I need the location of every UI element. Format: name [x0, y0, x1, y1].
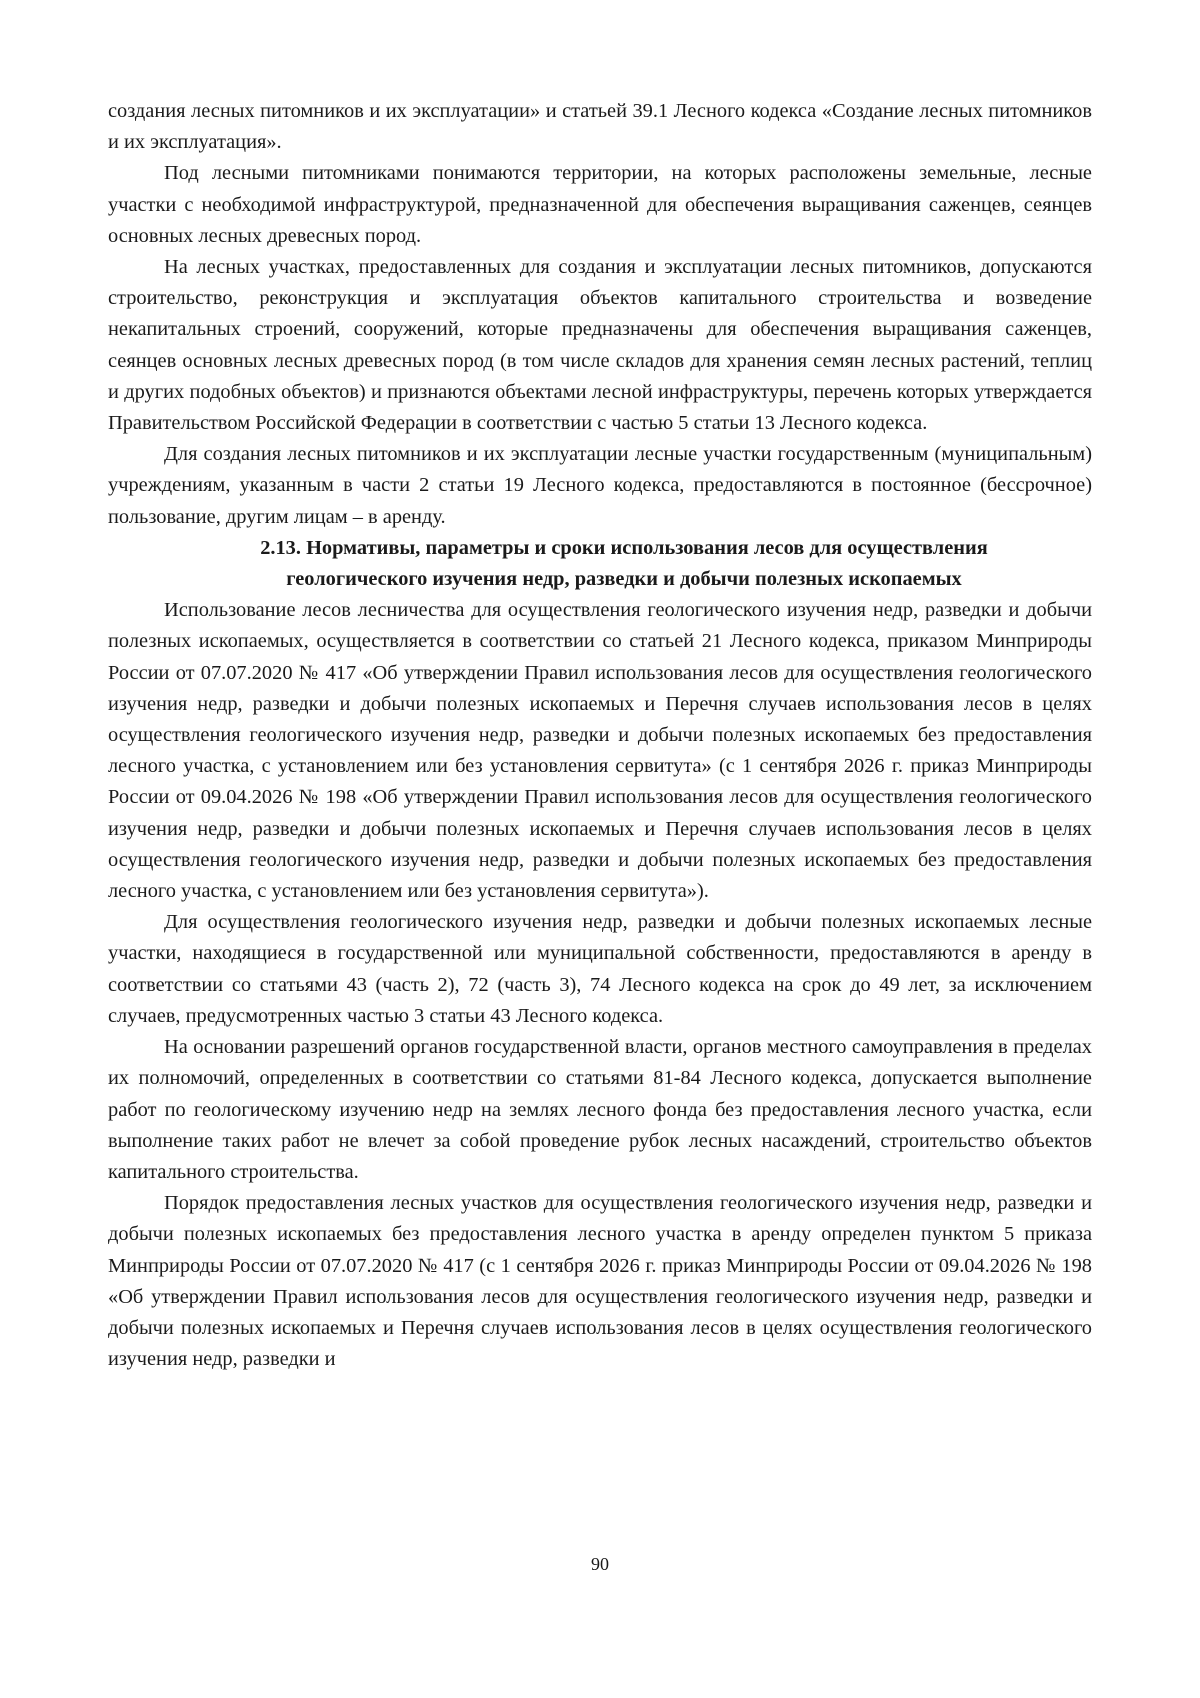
paragraph-geology-usage: Использование лесов лесничества для осуществления геологического изучения недр, разведки и добычи полезных ископаемых, осуществляется в соответствии со статьей 21 Лесного кодекса, приказом Минприроды России от 07.07.2020 № 417 «Об утверждении Правил использования лесов для осуществления геологического изучения недр, разведки и добычи полезных ископаемых и Перечня случаев использования лесов в целях осуществления геологического изучения недр, разведки и добычи полезных ископаемых без предоставления лесного участка, с установлением или без установления сервитута» (с 1 сентября 2026 г. приказ Минприроды России от 09.04.2026 № 198 «Об утверждении Правил использования лесов для осуществления геологического изучения недр, разведки и добычи полезных ископаемых и Перечня случаев использования лесов в целях осуществления геологического изучения недр, разведки и добычи полезных ископаемых без предоставления лесного участка, с установлением или без установления сервитута»). [108, 599, 1092, 903]
paragraph-geology-procedure: Порядок предоставления лесных участков для осуществления геологического изучения недр, разведки и добычи полезных ископаемых без предоставления лесного участка в аренду определен пунктом 5 приказа Минприроды России от 07.07.2020 № 417 (с 1 сентября 2026 г. приказ Минприроды России от 09.04.2026 № 198 «Об утверждении Правил использования лесов для осуществления геологического изучения недр, разведки и добычи полезных ископаемых и Перечня случаев использования лесов в целях осуществления геологического изучения недр, разведки и [108, 1192, 1092, 1371]
section-heading-line-2: геологического изучения недр, разведки и добычи полезных ископаемых [286, 568, 962, 591]
document-page [108, 96, 1092, 1375]
paragraph-nurseries-definition: Под лесными питомниками понимаются территории, на которых расположены земельные, лесные участки с необходимой инфраструктурой, предназначенной для обеспечения выращивания саженцев, сеянцев основных лесных древесных пород. [108, 162, 1092, 247]
page-number: 90 [591, 1554, 609, 1574]
paragraph-geology-permits: На основании разрешений органов государственной власти, органов местного самоуправления в пределах их полномочий, определенных в соответствии со статьями 81-84 Лесного кодекса, допускается выполнение работ по геологическому изучению недр на землях лесного фонда без предоставления лесного участка, если выполнение таких работ не влечет за собой проведение рубок лесных насаждений, строительство объектов капитального строительства. [108, 1036, 1092, 1183]
section-heading-line-1: 2.13. Нормативы, параметры и сроки использования лесов для осуществления [260, 536, 988, 559]
paragraph-nurseries-lease: Для создания лесных питомников и их эксплуатации лесные участки государственным (муниципальным) учреждениям, указанным в части 2 статьи 19 Лесного кодекса, предоставляются в постоянное (бессрочное) пользование, другим лицам – в аренду. [108, 443, 1092, 528]
paragraph-continuation: создания лесных питомников и их эксплуатации» и статьей 39.1 Лесного кодекса «Создание лесных питомников и их эксплуатация». [108, 100, 1092, 154]
paragraph-geology-lease: Для осуществления геологического изучения недр, разведки и добычи полезных ископаемых лесные участки, находящиеся в государственной или муниципальной собственности, предоставляются в аренду в соответствии со статьями 43 (часть 2), 72 (часть 3), 74 Лесного кодекса на срок до 49 лет, за исключением случаев, предусмотренных частью 3 статьи 43 Лесного кодекса. [108, 911, 1092, 1027]
paragraph-nurseries-construction: На лесных участках, предоставленных для создания и эксплуатации лесных питомников, допускаются строительство, реконструкция и эксплуатация объектов капитального строительства и возведение некапитальных строений, сооружений, которые предназначены для обеспечения выращивания саженцев, сеянцев основных лесных древесных пород (в том числе складов для хранения семян лесных растений, теплиц и других подобных объектов) и признаются объектами лесной инфраструктуры, перечень которых утверждается Правительством Российской Федерации в соответствии с частью 5 статьи 13 Лесного кодекса. [108, 256, 1092, 435]
section-heading [108, 533, 1092, 595]
